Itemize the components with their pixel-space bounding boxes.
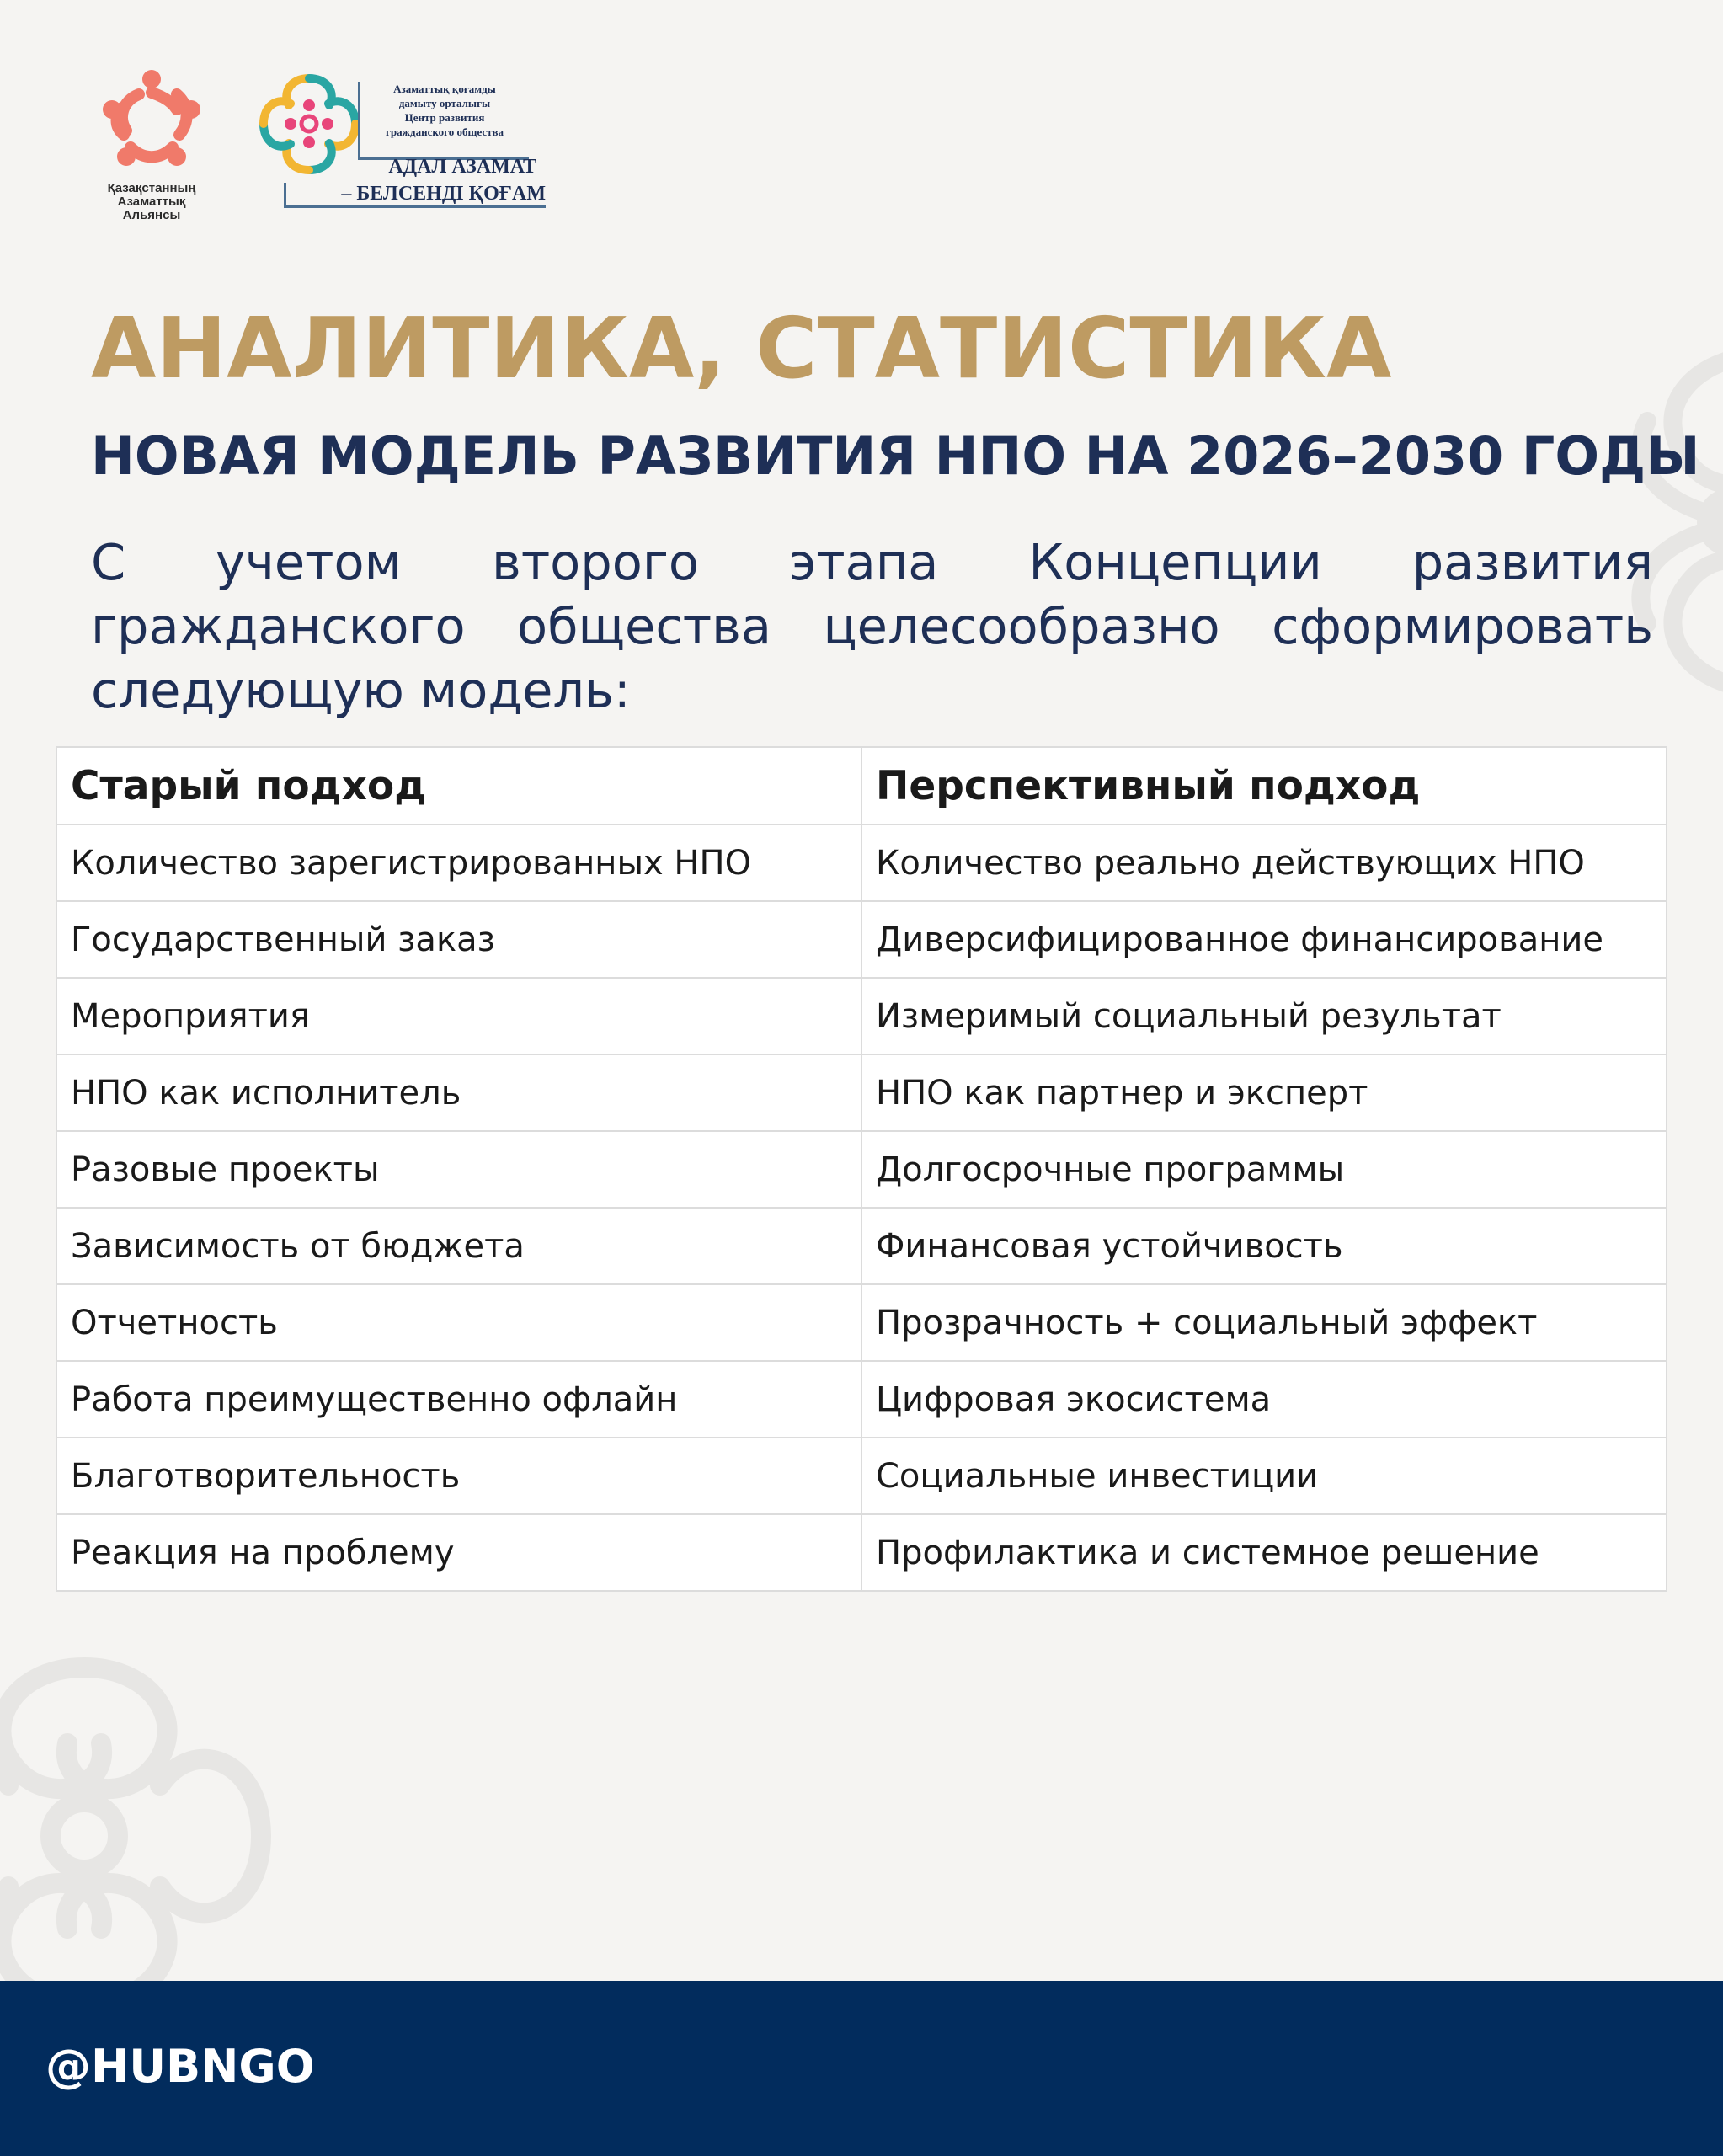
new-approach-cell: Диверсифицированное финансирование <box>862 901 1667 978</box>
old-approach-cell: Количество зарегистрированных НПО <box>56 825 862 901</box>
center-caption-line-3: Центр развития <box>404 111 485 124</box>
table-row <box>56 978 1667 1054</box>
alliance-logo-text <box>93 182 211 222</box>
new-approach-cell: Социальные инвестиции <box>862 1438 1667 1514</box>
intro-paragraph: С учетом второго этапа Концепции развития гражданского общества целесообразно сформировать следующую модель: <box>91 533 1653 719</box>
center-emblem-icon <box>257 72 362 177</box>
new-approach-cell: Профилактика и системное решение <box>862 1514 1667 1591</box>
new-approach-cell: Прозрачность + социальный эффект <box>862 1284 1667 1361</box>
new-approach-cell: Долгосрочные программы <box>862 1131 1667 1208</box>
old-approach-cell: Отчетность <box>56 1284 862 1361</box>
table-row <box>56 1284 1667 1361</box>
comparison-table <box>56 746 1667 1592</box>
new-approach-cell: НПО как партнер и эксперт <box>862 1054 1667 1131</box>
alliance-line-2: Азаматтық <box>117 195 186 209</box>
alliance-logo <box>93 67 211 222</box>
old-approach-cell: Реакция на проблему <box>56 1514 862 1591</box>
old-approach-cell: Благотворительность <box>56 1438 862 1514</box>
table-row <box>56 1131 1667 1208</box>
new-approach-cell: Финансовая устойчивость <box>862 1208 1667 1284</box>
table-row <box>56 1438 1667 1514</box>
old-approach-cell: Мероприятия <box>56 978 862 1054</box>
new-approach-cell: Количество реально действующих НПО <box>862 825 1667 901</box>
center-caption-line-4: гражданского общества <box>385 125 504 138</box>
new-approach-cell: Измеримый социальный результат <box>862 978 1667 1054</box>
old-approach-cell: Государственный заказ <box>56 901 862 978</box>
ornament-pattern-left <box>0 1642 312 2030</box>
table-row <box>56 825 1667 901</box>
footer-bar <box>0 1981 1723 2156</box>
page-subtitle: НОВАЯ МОДЕЛЬ РАЗВИТИЯ НПО НА 2026–2030 ГОДЫ <box>91 425 1700 487</box>
column-header-old: Старый подход <box>56 747 862 825</box>
table-row <box>56 901 1667 978</box>
alliance-line-1: Қазақстанның <box>107 181 196 195</box>
table-row <box>56 1208 1667 1284</box>
new-approach-cell: Цифровая экосистема <box>862 1361 1667 1438</box>
old-approach-cell: Разовые проекты <box>56 1131 862 1208</box>
center-caption-line-2: дамыту орталығы <box>398 97 491 109</box>
civil-society-center-logo <box>257 72 546 219</box>
center-caption <box>358 82 529 160</box>
old-approach-cell: НПО как исполнитель <box>56 1054 862 1131</box>
page-title: АНАЛИТИКА, СТАТИСТИКА <box>91 299 1392 398</box>
social-handle: @HUBNGO <box>45 2040 315 2093</box>
old-approach-cell: Работа преимущественно офлайн <box>56 1361 862 1438</box>
center-caption-line-1: Азаматтық қоғамды <box>393 83 496 95</box>
old-approach-cell: Зависимость от бюджета <box>56 1208 862 1284</box>
slogan-line-1: АДАЛ АЗАМАТ <box>388 156 536 178</box>
slogan-line-2: – БЕЛСЕНДІ ҚОҒАМ <box>284 183 546 208</box>
column-header-new: Перспективный подход <box>862 747 1667 825</box>
table-row <box>56 1514 1667 1591</box>
table-header-row <box>56 747 1667 825</box>
table-row <box>56 1054 1667 1131</box>
alliance-emblem-icon <box>97 67 206 177</box>
table-row <box>56 1361 1667 1438</box>
alliance-line-3: Альянсы <box>122 208 181 222</box>
